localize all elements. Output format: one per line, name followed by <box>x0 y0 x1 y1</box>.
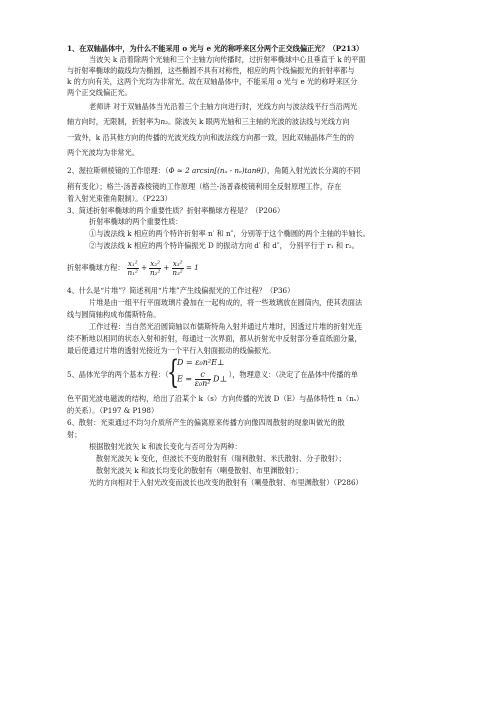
equation-D: D = ε₀n²E⊥ <box>177 358 225 367</box>
ellipsoid-equation-line: 折射率椭球方程： $\frac{\text{x₁²}}{\text{n₁²}}$ + $\frac{\text{x₂²}}{\text{n₂²}}$ + $\frac{\text{x₃²}}{\text{n₃²}}$ = 1 <box>67 258 199 277</box>
answer-1-line: 与折射率椭球的截线均为椭圆，这些椭圆不具有对称性，相应的两个线偏振光的折射率都与 <box>67 66 355 75</box>
question-5: 5、晶体光学的两个基本方程：（ ），物理意义：（决定了在晶体中传播的单 <box>67 370 358 379</box>
answer-6-line: 散射光波矢 k 和波长均变化的散射有（喇曼散射、布里渊散射）； <box>96 466 303 475</box>
teacher-note-line: 两个光波均为非常光。 <box>67 148 139 157</box>
question-1: 1、在双轴晶体中，为什么不能采用 o 光与 e 光的称呼来区分两个正交线偏正光？（P213） <box>67 44 364 53</box>
answer-6-line: 光的方向相对于入射光改变而波长也改变的散射有（喇曼散射、布里渊散射）（P286） <box>89 478 363 487</box>
teacher-note-line: 轴方向时，无限制，折射率为n₂。除波矢 k 眼两光轴和三主轴的光波的波法线与光线方向 <box>67 117 350 126</box>
question-6: 6、散射：光束通过不均匀介质所产生的偏离原来传播方向像四周散射的现象叫做光的散 <box>67 418 345 427</box>
answer-4-line: 最后使通过片堆的透射光接近为一个平行入射面振动的线偏振光。 <box>67 346 276 355</box>
ellipsoid-term-1: $\frac{\text{x₁²}}{\text{n₁²}}$ <box>127 258 138 277</box>
answer-5-line: 的关系）。（P197 & P198） <box>67 406 159 415</box>
ellipsoid-term-3: $\frac{\text{x₃²}}{\text{n₃²}}$ <box>172 258 183 277</box>
answer-6-line: 散射光波矢 k 变化，但波长不变的散射有（瑞利散射、米氏散射、分子散射）； <box>96 454 346 463</box>
answer-6-line: 根据散射光波矢 k 和波长变化与否可分为两种： <box>89 442 242 451</box>
teacher-note: 老师讲 对于双轴晶体当光沿着三个主轴方向进行时，光线方向与波法线平行当沿两光 <box>89 102 358 111</box>
n2-symbol: n₂ <box>160 117 168 126</box>
question-2-line: 稍有变化）；格兰-汤普森棱镜的工作原理（格兰-汤普森棱镜利用全反射原理工作，存在 <box>67 182 342 191</box>
equation-E: E = $\frac{c}{\text{ε₀n²}}$ D⊥ <box>177 370 227 388</box>
answer-1-line: 两个正交线偏正光。 <box>67 88 132 97</box>
answer-3-line: 折射率椭球的两个重要性质： <box>89 217 183 226</box>
brace-symbol: { <box>167 353 180 391</box>
answer-4-line: 续不断地以相同的状态入射和折射，每通过一次界面，都从折射光中反射部分垂直纸面分量， <box>67 334 362 343</box>
answer-1-line: 当波矢 k 沿着除两个光轴和三个主轴方向传播时，过折射率椭球中心且垂直于 k 的平面 <box>89 55 366 64</box>
wollaston-formula: Φ ≈ 2 arcsin[(nₒ - nₑ)tanθ] <box>168 166 264 175</box>
answer-4-line: 线与圆筒轴构成布儒斯特角。 <box>67 310 161 319</box>
question-4: 4、什么是“片堆”？简述利用“片堆”产生线偏振光的工作过程？（P36） <box>67 286 295 295</box>
answer-6-line: 射； <box>67 430 82 439</box>
question-3: 3、简述折射率椭球的两个重要性质？折射率椭球方程是？（P206） <box>67 206 285 215</box>
answer-1-line: k 的方向有关，这两个光均为非常光。故在双轴晶体中，不能采用 o 光与 e 光的称呼来区分 <box>67 77 358 86</box>
answer-5-line: 色平面光波电磁波的结构，给出了沿某个 k（s）方向传播的光波 D（E）与晶体特性 n（nₛ） <box>67 394 364 403</box>
answer-4-line: 工作过程：当自然光沿圆筒轴以布儒斯特角入射并通过片堆时，因透过片堆的折射光连 <box>89 322 363 331</box>
crystal-equations <box>167 353 237 391</box>
answer-4-line: 片堆是由一组平行平面玻璃片叠加在一起构成的，将一些玻璃放在圆筒内，使其表面法 <box>89 298 363 307</box>
teacher-note-line: 一致外，k 沿其他方向的传播的光波光线方向和波法线方向都一致，因此双轴晶体产生的的 <box>67 133 354 142</box>
ellipsoid-term-2: $\frac{\text{x₂²}}{\text{n₂²}}$ <box>149 258 161 277</box>
question-2: 2、渥拉斯顿棱镜的工作原理：（Φ ≈ 2 arcsin[(nₒ - nₑ)tanθ]），角随入射光波长分离的不同 <box>67 166 361 175</box>
answer-3-line: ①与波法线 k 相应的两个特许折射率 n′ 和 n″，分别等于这个椭圆的两个主轴的半轴长。 <box>89 229 370 238</box>
question-2-line: 着入射光束锥角限制）。（P223） <box>67 194 172 203</box>
answer-3-line: ②与波法线 k 相应的两个特许偏振光 D 的振动方向 d′ 和 d″， 分别平行于 r₁ 和 r₂。 <box>89 241 359 250</box>
